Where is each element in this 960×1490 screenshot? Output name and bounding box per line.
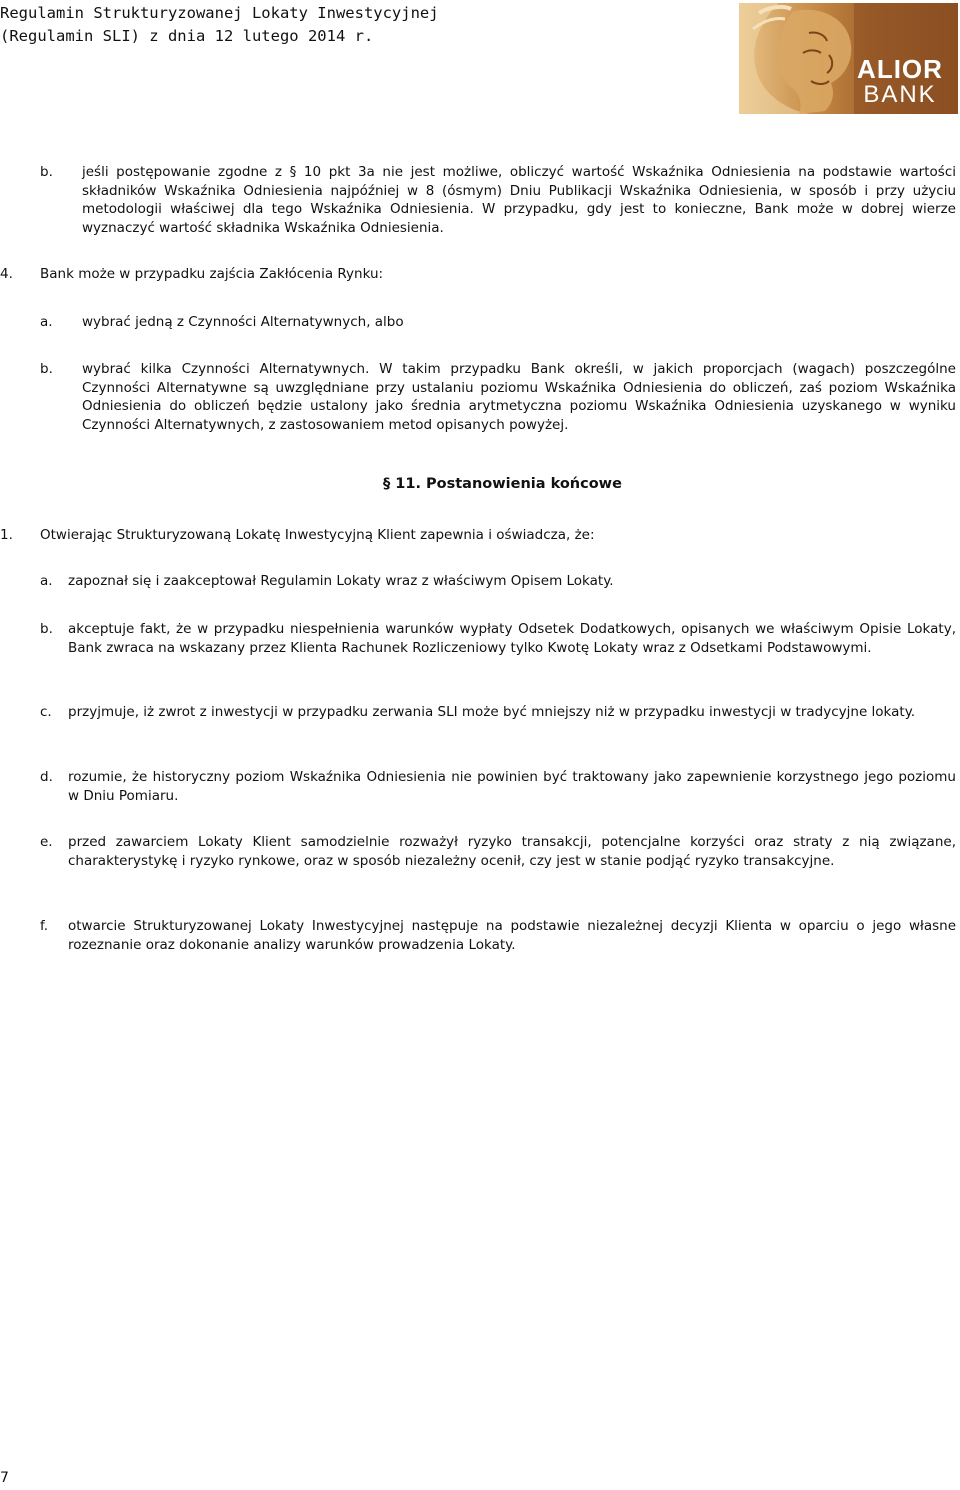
list-text: rozumie, że historyczny poziom Wskaźnika Odniesienia nie powinien być traktowany jako zapewnienie korzystnego jego poziomu w Dniu Pomiaru.: [68, 769, 956, 804]
list-label: b.: [40, 621, 53, 637]
list-text: jeśli postępowanie zgodne z § 10 pkt 3a nie jest możliwe, obliczyć wartość Wskaźnika Odniesienia na podstawie wartości składników Wskaźnika Odniesienia najpóźniej w 8 (ósmym) Dniu Publikacji Wskaźnika Odniesienia, w sposób i przy użyciu metodologii właściwej dla tego Wskaźnika Odniesienia. W przypadku, gdy jest to konieczne, Bank może w dobrej wierze wyznaczyć wartość składnika Wskaźnika Odniesienia.: [82, 164, 956, 236]
list-text: zapoznał się i zaakceptował Regulamin Lokaty wraz z właściwym Opisem Lokaty.: [68, 573, 614, 589]
list-label: c.: [40, 704, 52, 720]
logo-line1: ALIOR: [857, 54, 943, 84]
logo-line2: BANK: [863, 81, 937, 108]
header-title-line2: (Regulamin SLI) z dnia 12 lutego 2014 r.: [0, 27, 374, 45]
list-text: wybrać jedną z Czynności Alternatywnych, albo: [82, 314, 404, 330]
list-text: przed zawarciem Lokaty Klient samodzielnie rozważył ryzyko transakcji, potencjalne korzyści oraz straty z nią związane, charakterystykę i ryzyko rynkowe, oraz w sposób niezależny ocenił, czy jest w stanie podjąć ryzyko transakcyjne.: [68, 834, 956, 869]
list-label: d.: [40, 769, 53, 785]
logo-wordmark: [850, 55, 950, 107]
point-text: Otwierając Strukturyzowaną Lokatę Inwestycyjną Klient zapewnia i oświadcza, że:: [40, 527, 595, 543]
alior-bank-logo: [739, 3, 958, 114]
list-text: wybrać kilka Czynności Alternatywnych. W takim przypadku Bank określi, w jakich proporcjach (wagach) poszczególne Czynności Alternatywne są uwzględniane przy ustalaniu poziomu Wskaźnika Odniesienia do obliczeń, zaś poziom Wskaźnika Odniesienia do obliczeń będzie ustalony jako średnia arytmetyczna poziomu Wskaźnika Odniesienia uzyskanego w wyniku Czynności Alternatywnych, z zastosowaniem metod opisanych powyżej.: [82, 361, 956, 433]
point-text: Bank może w przypadku zajścia Zakłócenia Rynku:: [40, 266, 384, 282]
list-label: e.: [40, 834, 53, 850]
page-number: 7: [0, 1470, 9, 1486]
list-text: przyjmuje, iż zwrot z inwestycji w przypadku zerwania SLI może być mniejszy niż w przypadku inwestycji w tradycyjne lokaty.: [68, 704, 916, 720]
list-label: f.: [40, 918, 49, 934]
list-label: b.: [40, 361, 53, 377]
header-title-line1: Regulamin Strukturyzowanej Lokaty Inwestycyjnej: [0, 4, 439, 22]
list-label: a.: [40, 573, 53, 589]
document-header: [0, 2, 660, 48]
list-label: b.: [40, 164, 53, 180]
point-label: 4.: [0, 266, 13, 282]
point-label: 1.: [0, 527, 13, 543]
list-text: akceptuje fakt, że w przypadku niespełnienia warunków wypłaty Odsetek Dodatkowych, opisanych we właściwym Opisie Lokaty, Bank zwraca na wskazany przez Klienta Rachunek Rozliczeniowy tylko Kwotę Lokaty wraz z Odsetkami Podstawowymi.: [68, 621, 956, 656]
section-heading: § 11. Postanowienia końcowe: [383, 476, 622, 492]
list-text: otwarcie Strukturyzowanej Lokaty Inwestycyjnej następuje na podstawie niezależnej decyzji Klienta w oparciu o jego własne rozeznanie oraz dokonanie analizy warunków prowadzenia Lokaty.: [68, 918, 956, 953]
list-label: a.: [40, 314, 53, 330]
